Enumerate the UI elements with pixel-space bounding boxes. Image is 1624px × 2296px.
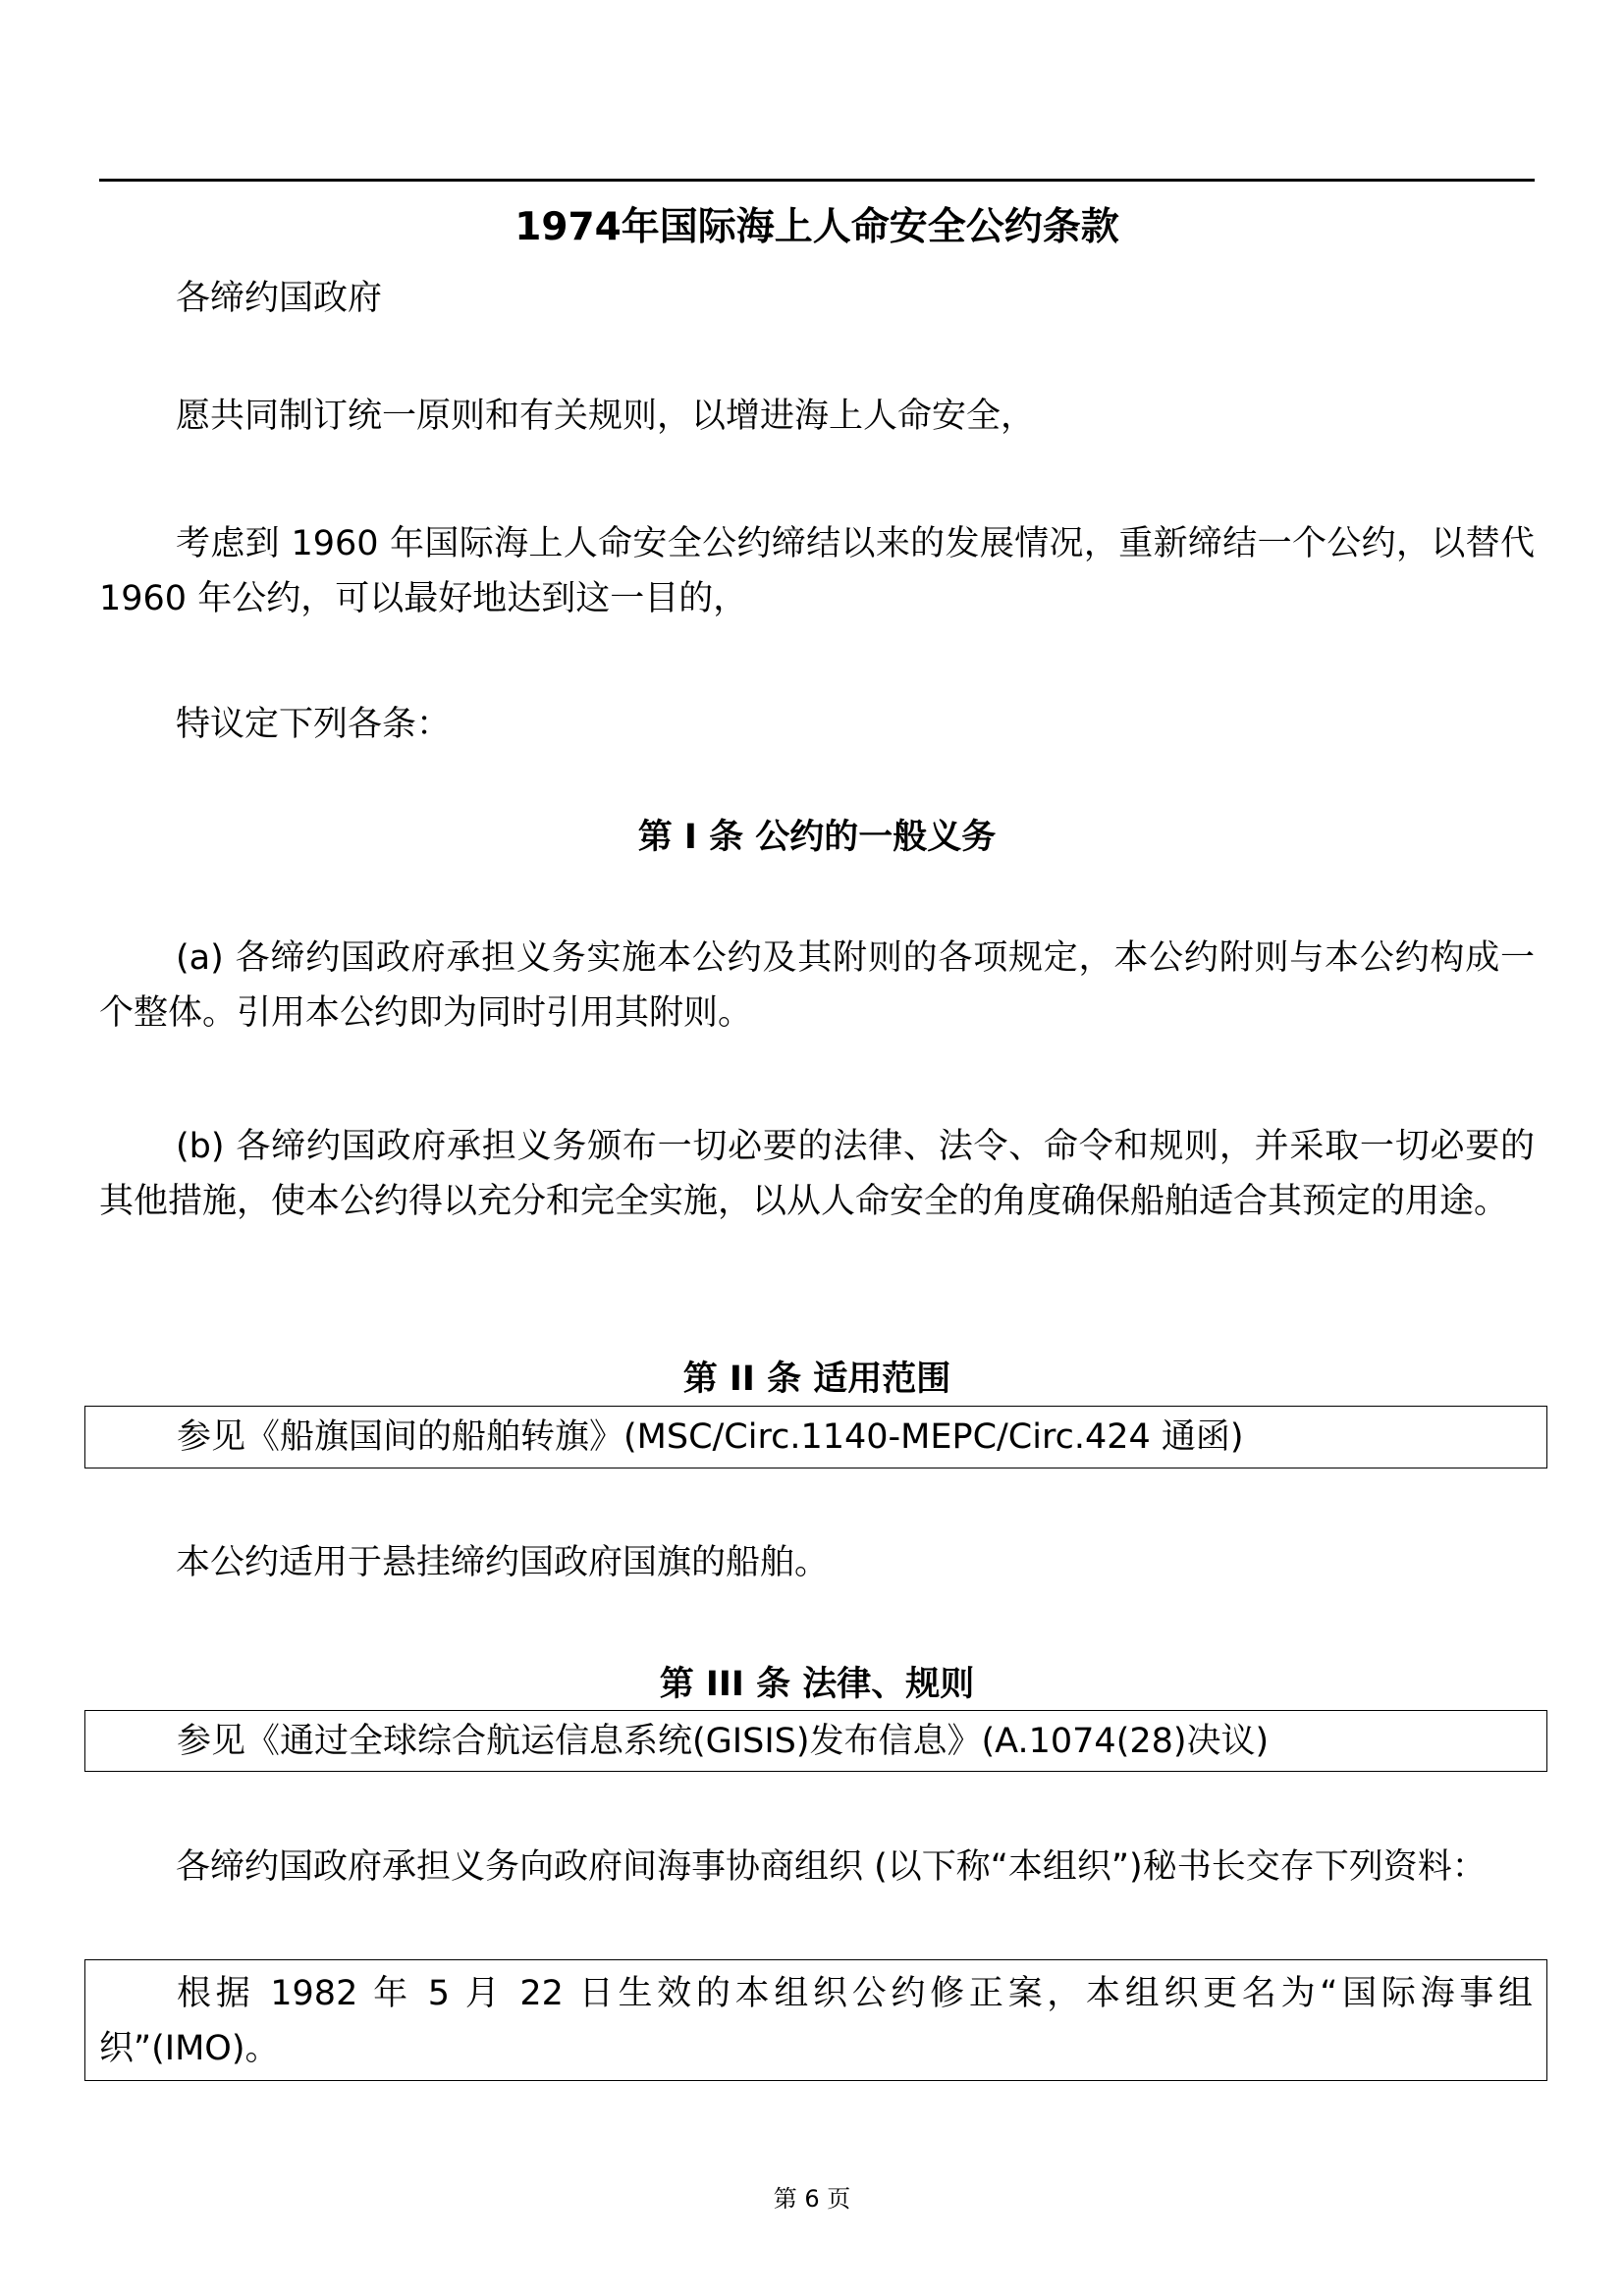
article-1-paragraph-b: (b) 各缔约国政府承担义务颁布一切必要的法律、法令、命令和规则，并采取一切必要的其他措施，使本公约得以充分和完全实施，以从人命安全的角度确保船舶适合其预定的用途。 (99, 1127, 1535, 1221)
imo-name-note: 根据 1982 年 5 月 22 日生效的本组织公约修正案，本组织更名为“国际海事组织”(IMO)。 (99, 1974, 1533, 2068)
preamble-desiring: 愿共同制订统一原则和有关规则，以增进海上人命安全， (176, 397, 1036, 436)
article-3-paragraph: 各缔约国政府承担义务向政府间海事协商组织 (以下称“本组织”)秘书长交存下列资料： (176, 1847, 1487, 1887)
article-3-reference-box (84, 1710, 1547, 1772)
article-2-paragraph: 本公约适用于悬挂缔约国政府国旗的船舶。 (176, 1543, 830, 1582)
article-2-heading: 第 II 条 适用范围 (682, 1360, 951, 1399)
preamble-considering: 考虑到 1960 年国际海上人命安全公约缔结以来的发展情况，重新缔结一个公约，以替代 1960 年公约，可以最好地达到这一目的， (99, 524, 1535, 618)
top-rule (99, 179, 1535, 182)
preamble-agreed: 特议定下列各条： (176, 705, 452, 744)
article-2-reference: 参见《船旗国间的船舶转旗》(MSC/Circ.1140-MEPC/Circ.424 通函) (177, 1417, 1244, 1457)
document-title: 1974年国际海上人命安全公约条款 (514, 205, 1119, 249)
page-number: 第 6 页 (773, 2185, 851, 2213)
preamble-parties: 各缔约国政府 (176, 279, 383, 318)
article-2-reference-box (84, 1406, 1547, 1468)
article-1-paragraph-a: (a) 各缔约国政府承担义务实施本公约及其附则的各项规定，本公约附则与本公约构成一个整体。引用本公约即为同时引用其附则。 (99, 938, 1535, 1033)
article-1-heading: 第 I 条 公约的一般义务 (637, 818, 997, 857)
imo-name-note-box (84, 1959, 1547, 2081)
article-3-heading: 第 III 条 法律、规则 (659, 1665, 975, 1704)
article-3-reference: 参见《通过全球综合航运信息系统(GISIS)发布信息》(A.1074(28)决议) (177, 1722, 1270, 1761)
